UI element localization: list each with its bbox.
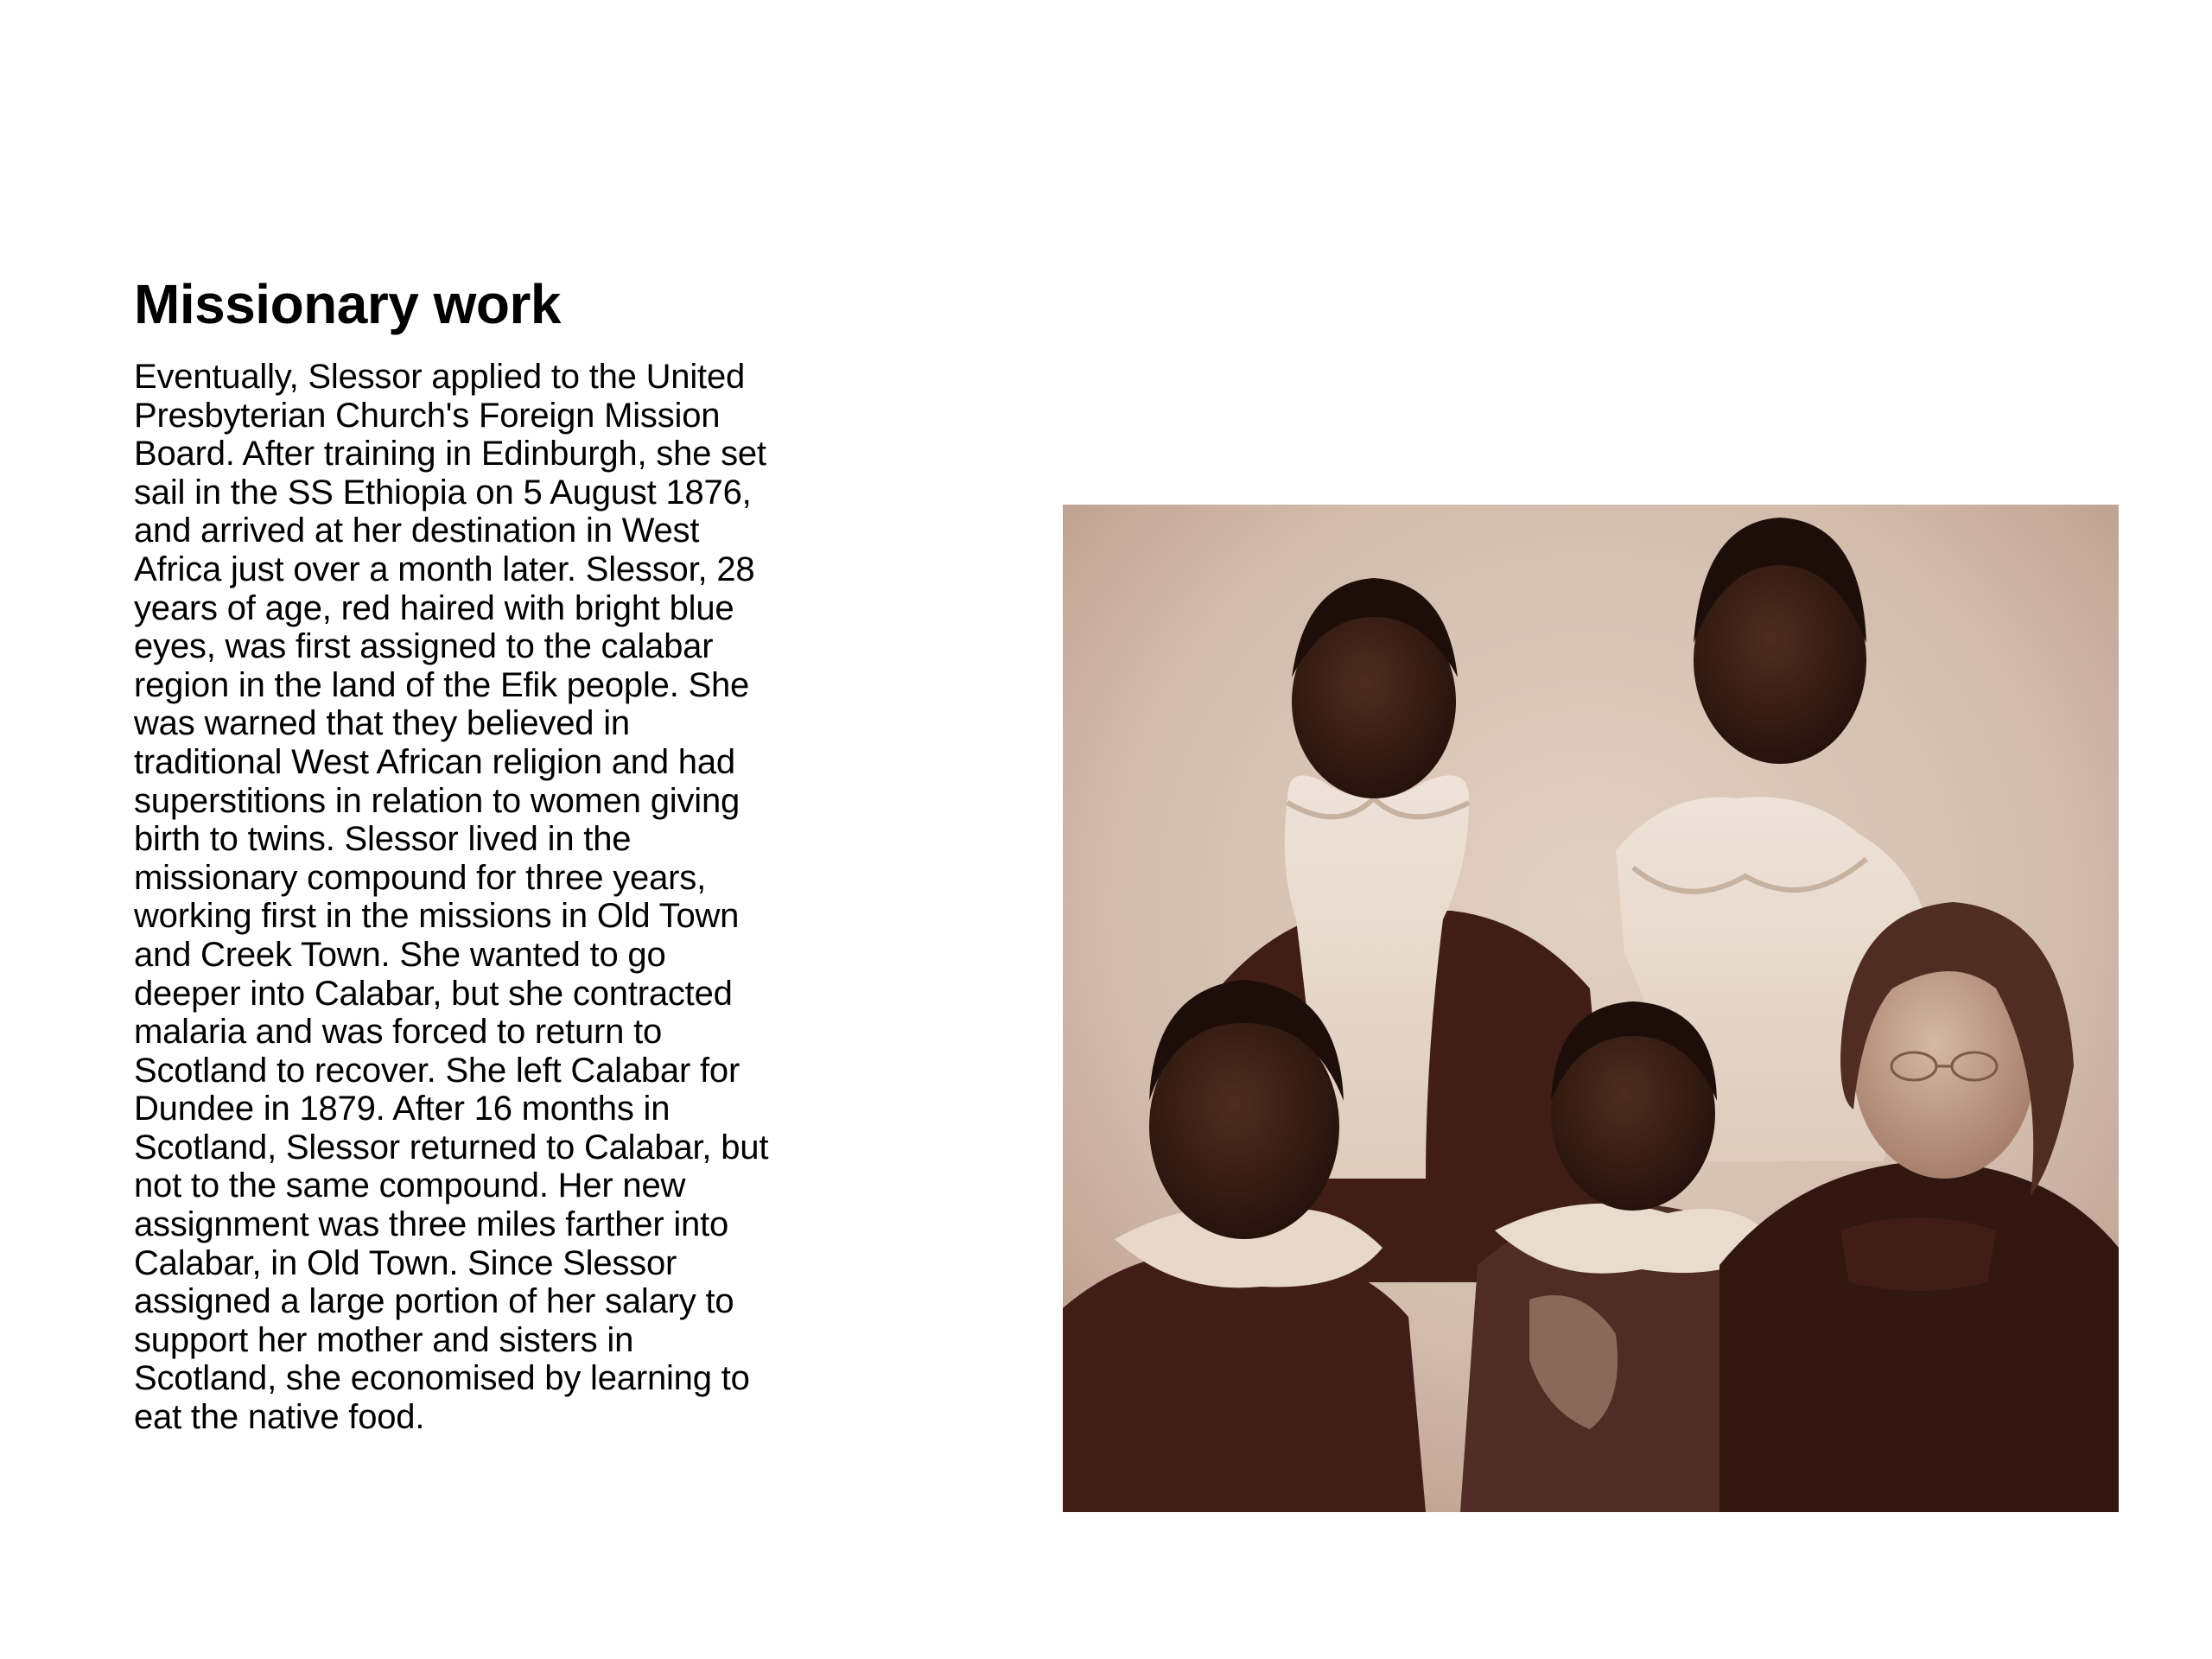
body-line: traditional West African religion and had [134,742,735,781]
body-line: assignment was three miles farther into [134,1205,729,1244]
body-line: birth to twins. Slessor lived in the [134,820,632,859]
body-line: assigned a large portion of her salary to [134,1282,734,1321]
body-line: Eventually, Slessor applied to the United [134,358,746,396]
body-line: malaria and was forced to return to [134,1013,663,1052]
body-line: deeper into Calabar, but she contracted [134,974,733,1013]
slide-body-text [134,358,842,1437]
body-line: years of age, red haired with bright blue [134,588,734,627]
body-line: region in the land of the Efik people. She [134,665,750,704]
body-line: and arrived at her destination in West [134,512,700,550]
body-line: Africa just over a month later. Slessor, 28 [134,550,755,588]
body-line: Scotland, Slessor returned to Calabar, but [134,1128,769,1166]
body-line: eyes, was first assigned to the calabar [134,627,714,666]
body-line: Scotland to recover. She left Calabar for [134,1051,741,1090]
body-line: and Creek Town. She wanted to go [134,935,666,974]
body-line: Presbyterian Church's Foreign Mission [134,396,721,435]
slide-title: Missionary work [134,273,561,335]
body-line: working first in the missions in Old Town [134,897,740,936]
group-portrait-illustration [1063,505,2119,1512]
body-line: not to the same compound. Her new [134,1166,686,1205]
body-line: eat the native food. [134,1398,425,1437]
group-portrait-photo [1063,505,2119,1512]
body-line: missionary compound for three years, [134,858,706,897]
body-line: Dundee in 1879. After 16 months in [134,1090,671,1128]
body-line: Scotland, she economised by learning to [134,1359,750,1398]
body-line: was warned that they believed in [134,704,630,743]
body-line: superstitions in relation to women giving [134,781,741,820]
body-line: Board. After training in Edinburgh, she set [134,435,766,474]
body-line: Calabar, in Old Town. Since Slessor [134,1243,677,1282]
body-line: sail in the SS Ethiopia on 5 August 1876, [134,473,752,512]
body-line: support her mother and sisters in [134,1320,634,1359]
